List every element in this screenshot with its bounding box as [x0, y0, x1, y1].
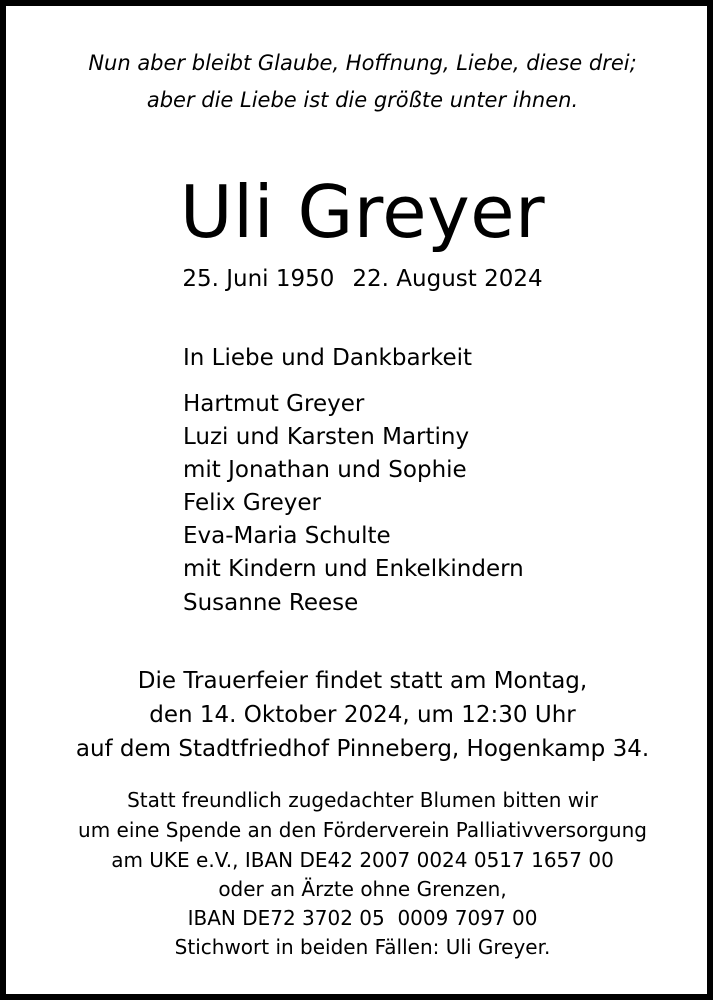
mourner-name: Luzi und Karsten Martiny — [183, 424, 470, 450]
death-date: 22. August 2024 — [352, 266, 543, 292]
service-line-3: auf dem Stadtfriedhof Pinneberg, Hogenkamp 34. — [75, 736, 650, 762]
verse-line-1: Nun aber bleibt Glaube, Hoffnung, Liebe, diese drei; — [88, 51, 637, 75]
donation-line-3: am UKE e.V., IBAN DE42 2007 0024 0517 1657 00 — [111, 848, 614, 872]
verse-line-2: aber die Liebe ist die größte unter ihnen. — [146, 88, 579, 112]
mourner-name: Susanne Reese — [183, 590, 359, 616]
mourner-name: Felix Greyer — [183, 490, 321, 516]
birth-date: 25. Juni 1950 — [182, 266, 335, 292]
donation-line-2: um eine Spende an den Förderverein Palliativversorgung — [78, 818, 647, 842]
donation-line-6: Stichwort in beiden Fällen: Uli Greyer. — [174, 935, 551, 959]
mourner-name: mit Jonathan und Sophie — [183, 457, 467, 483]
service-line-2: den 14. Oktober 2024, um 12:30 Uhr — [149, 702, 576, 728]
mourner-name: Hartmut Greyer — [183, 391, 365, 417]
service-line-1: Die Trauerfeier findet statt am Montag, — [137, 668, 588, 694]
donation-line-5: IBAN DE72 3702 05 0009 7097 00 — [187, 906, 538, 930]
life-dates — [6, 268, 713, 291]
mourners-intro: In Liebe und Dankbarkeit — [183, 345, 473, 371]
deceased-name: Uli Greyer — [179, 170, 546, 254]
mourner-name: Eva-Maria Schulte — [183, 523, 391, 549]
mourner-name: mit Kindern und Enkelkindern — [183, 556, 524, 582]
donation-line-4: oder an Ärzte ohne Grenzen, — [218, 877, 507, 901]
donation-line-1: Statt freundlich zugedachter Blumen bitten wir — [127, 788, 598, 812]
